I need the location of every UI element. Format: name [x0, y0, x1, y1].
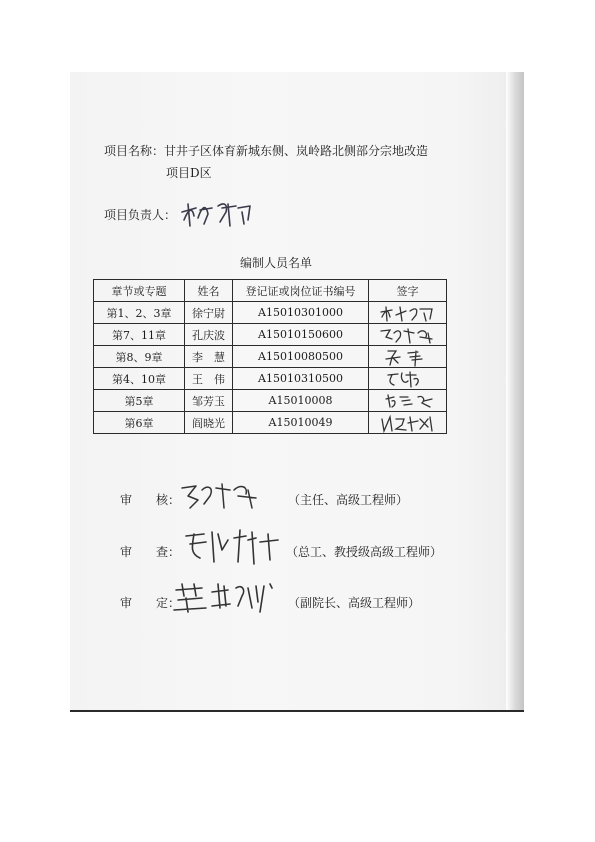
- project-leader-label: 项目负责人：: [104, 208, 177, 222]
- cell-cert: A15010301000: [233, 302, 369, 324]
- project-name-line2: 项目D区: [166, 166, 212, 180]
- table-row: [94, 324, 447, 346]
- cell-chapter: 第6章: [94, 412, 185, 434]
- cell-cert: A15010008: [233, 390, 369, 412]
- handwritten-signature: [378, 347, 438, 367]
- review-title-check: （总工、教授级高级工程师）: [286, 545, 443, 559]
- review-signature-check: [178, 524, 290, 566]
- table-row: [94, 302, 447, 324]
- cell-cert: A15010080500: [233, 346, 369, 368]
- cell-name: 李 慧: [185, 346, 233, 368]
- handwritten-signature: [378, 303, 438, 323]
- review-title-approve: （副院长、高级工程师）: [288, 596, 421, 610]
- cell-signature: [369, 412, 447, 434]
- staff-table-title: 编制人员名单: [240, 256, 313, 270]
- cell-name: 阎晓光: [185, 412, 233, 434]
- cell-signature: [369, 368, 447, 390]
- review-signature-audit: [176, 478, 268, 512]
- project-name-line1: [104, 144, 428, 158]
- handwritten-signature: [378, 391, 438, 411]
- table-row: [94, 368, 447, 390]
- cell-chapter: 第7、11章: [94, 324, 185, 346]
- header-name: 姓名: [185, 280, 233, 302]
- page-bottom-edge: [70, 710, 524, 712]
- handwritten-signature: [378, 413, 438, 433]
- cell-signature: [369, 346, 447, 368]
- cell-signature: [369, 390, 447, 412]
- cell-name: 邹芳玉: [185, 390, 233, 412]
- cell-chapter: 第1、2、3章: [94, 302, 185, 324]
- header-signature: 签字: [369, 280, 447, 302]
- table-row: [94, 346, 447, 368]
- cell-chapter: 第5章: [94, 390, 185, 412]
- table-row: [94, 412, 447, 434]
- handwritten-signature: [378, 369, 438, 389]
- handwritten-signature: [378, 325, 438, 345]
- project-name-label: 项目名称：: [104, 144, 165, 158]
- cell-chapter: 第4、10章: [94, 368, 185, 390]
- table-row: [94, 390, 447, 412]
- review-title-audit: （主任、高级工程师）: [288, 493, 409, 507]
- review-label-approve: 审 定：: [120, 596, 181, 610]
- cell-signature: [369, 324, 447, 346]
- review-label-audit: 审 核：: [120, 493, 181, 507]
- page-edge-shadow: [506, 72, 524, 712]
- cell-name: 孔庆波: [185, 324, 233, 346]
- cell-cert: A15010049: [233, 412, 369, 434]
- header-cert: 登记证或岗位证书编号: [233, 280, 369, 302]
- cell-chapter: 第8、9章: [94, 346, 185, 368]
- project-leader-signature: [178, 196, 254, 230]
- cell-signature: [369, 302, 447, 324]
- cell-cert: A15010310500: [233, 368, 369, 390]
- header-chapter: 章节或专题: [94, 280, 185, 302]
- cell-cert: A15010150600: [233, 324, 369, 346]
- review-label-check: 审 查：: [120, 545, 181, 559]
- staff-table: [93, 279, 447, 434]
- cell-name: 王 伟: [185, 368, 233, 390]
- project-name-value: 甘井子区体育新城东侧、岚岭路北侧部分宗地改造: [164, 144, 429, 158]
- review-signature-approve: [172, 578, 282, 618]
- table-header-row: [94, 280, 447, 302]
- cell-name: 徐宁尉: [185, 302, 233, 324]
